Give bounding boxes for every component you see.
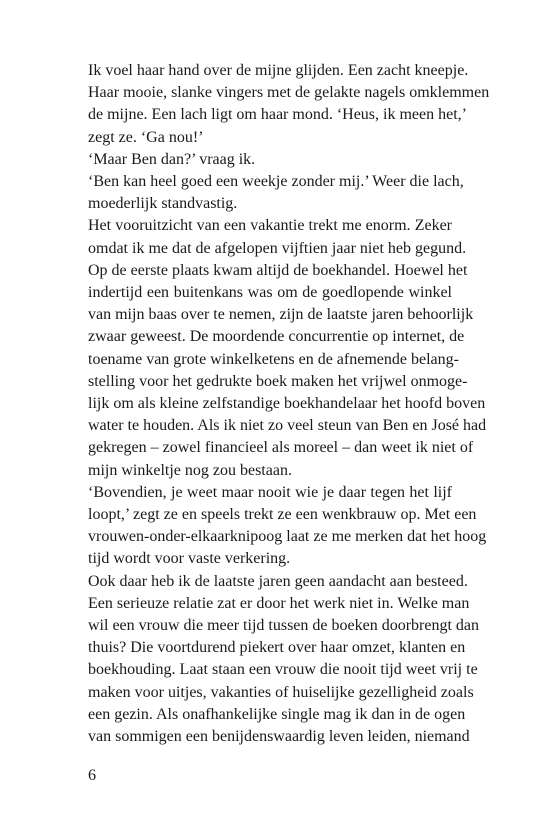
paragraph [88, 149, 452, 171]
text-line: lijk om als kleine zelfstandige boekhandelaar het hoofd boven [88, 395, 486, 413]
text-line: omdat ik me dat de afgelopen vijftien jaar niet heb gegund. [88, 239, 467, 257]
text-line: Ik voel haar hand over de mijne glijden. Een zacht kneepje. [88, 62, 469, 79]
text-line: thuis? Die voortdurend piekert over haar omzet, klanten en [88, 639, 466, 657]
text-line: mijn winkeltje nog zou bestaan. [88, 461, 292, 479]
text-line: toename van grote winkelketens en de afnemende belang- [88, 350, 459, 368]
text-line: tijd wordt voor vaste verkering. [88, 550, 291, 568]
text-line: vrouwen-onder-elkaarknipoog laat ze me merken dat het hoog [88, 528, 487, 546]
text-line: Ook daar heb ik de laatste jaren geen aandacht aan besteed. [88, 572, 468, 590]
text-line: Een serieuze relatie zat er door het werk niet in. Welke man [88, 594, 470, 612]
text-line: indertijd een buitenkans was om de goedlopende winkel [88, 284, 452, 302]
text-line: ‘Ben kan heel goed een weekje zonder mij.’ Weer die lach, [88, 173, 464, 191]
paragraph [88, 171, 464, 215]
text-line: gekregen – zowel financieel als moreel – dan weet ik niet of [88, 439, 474, 457]
text-line: een gezin. Als onafhankelijke single mag ik dan in de ogen [88, 705, 466, 723]
text-line: wil een vrouw die meer tijd tussen de boeken doorbrengt dan [88, 617, 479, 635]
paragraph [88, 60, 490, 149]
paragraph [88, 571, 479, 749]
text-line: Op de eerste plaats kwam altijd de boekhandel. Hoewel het [88, 261, 468, 279]
text-line: van mijn baas over te nemen, zijn de laatste jaren behoorlijk [88, 306, 474, 324]
text-line: van sommigen een benijdenswaardig leven leiden, niemand [88, 728, 470, 746]
text-line: loopt,’ zegt ze en speels trekt ze een wenkbrauw op. Met een [88, 506, 477, 524]
text-line: ‘Bovendien, je weet maar nooit wie je daar tegen het lijf [88, 483, 452, 501]
text-line: Het vooruitzicht van een vakantie trekt me enorm. Zeker [88, 217, 452, 235]
text-line: stelling voor het gedrukte boek maken het vrijwel onmoge- [88, 372, 468, 390]
text-line: ‘Maar Ben dan?’ vraag ik. [88, 150, 256, 168]
text-line: water te houden. Als ik niet zo veel steun van Ben en José had [88, 417, 487, 435]
body-text [88, 60, 490, 748]
page-number: 6 [88, 767, 96, 784]
text-line: Haar mooie, slanke vingers met de gelakte nagels omklemmen [88, 84, 490, 102]
text-line: zegt ze. ‘Ga nou!’ [88, 128, 204, 146]
text-line: zwaar geweest. De moordende concurrentie op internet, de [88, 328, 465, 346]
text-line: maken voor uitjes, vakanties of huiselijke gezelligheid zoals [88, 683, 474, 701]
paragraph [88, 215, 487, 481]
paragraph [88, 482, 487, 571]
text-line: moederlijk standvastig. [88, 195, 238, 213]
text-line: boekhouding. Laat staan een vrouw die nooit tijd weet vrij te [88, 661, 478, 679]
text-line: de mijne. Een lach ligt om haar mond. ‘Heus, ik meen het,’ [88, 106, 467, 124]
